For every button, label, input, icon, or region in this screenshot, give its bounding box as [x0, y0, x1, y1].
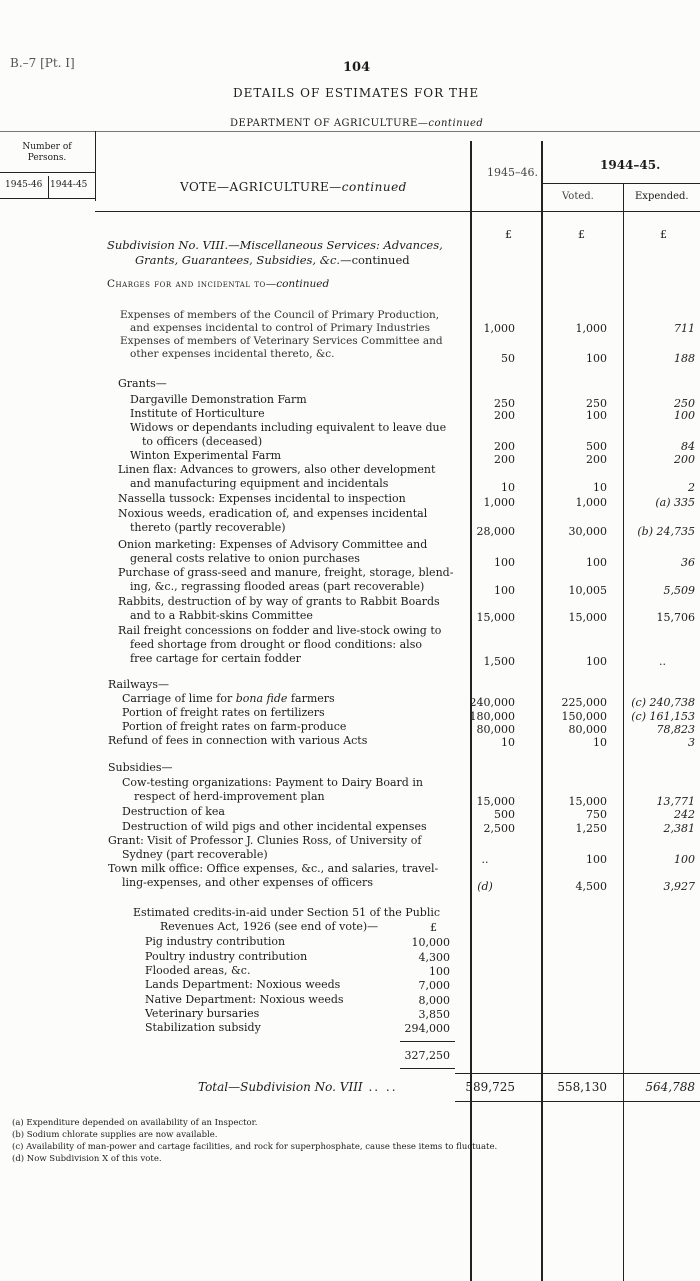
subsidy-item-cont: ling-expenses, and other expenses of officers [122, 876, 373, 889]
persons-year-1: 1945-46 [5, 180, 43, 190]
grant-2-1945: 200 [494, 440, 515, 453]
railway-2-1945: 80,000 [476, 723, 515, 736]
grant-item-cont: and manufacturing equipment and incidentals [130, 477, 389, 490]
expense-2-line2: other expenses incidental thereto, &c. [130, 348, 335, 360]
grant-item: Purchase of grass-seed and manure, freight, storage, blend- [118, 566, 454, 579]
credit-6-value: 294,000 [404, 1022, 450, 1035]
voted-header: Voted. [562, 191, 594, 202]
grant-5-voted: 1,000 [575, 496, 607, 509]
subsidy-item: Destruction of kea [122, 805, 225, 818]
total-1945: 589,725 [465, 1080, 515, 1094]
credit-item: Poultry industry contribution [145, 950, 308, 963]
grant-item: Rail freight concessions on fodder and live-stock owing to [118, 624, 442, 637]
expense-1-voted: 1,000 [575, 322, 607, 335]
railway-0-1945: 240,000 [469, 696, 515, 709]
expense-2-expended: 188 [674, 352, 695, 365]
footnote-d: (d) Now Subdivision X of this vote. [12, 1154, 162, 1164]
subsidy-2-voted: 1,250 [575, 822, 607, 835]
credits-heading: Estimated credits-in-aid under Section 51 of the Public [133, 906, 441, 919]
subsidy-item-cont: Sydney (part recoverable) [122, 848, 268, 861]
credit-item: Native Department: Noxious weeds [145, 993, 344, 1006]
grant-item-cont: ing, &c., regrassing flooded areas (part recoverable) [130, 580, 425, 593]
expended-header: Expended. [635, 191, 689, 202]
grant-4-1945: 10 [501, 481, 515, 494]
footnote-b: (b) Sodium chlorate supplies are now available. [12, 1130, 218, 1140]
subsidy-0-expended: 13,771 [656, 795, 695, 808]
grant-item: Institute of Horticulture [130, 407, 265, 420]
persons-year-2: 1944-45 [50, 180, 88, 190]
expense-1-1945: 1,000 [483, 322, 515, 335]
page-ref: B.–7 [Pt. I] [10, 56, 75, 70]
railway-item: Refund of fees in connection with various Acts [108, 734, 368, 747]
grant-0-expended: 250 [674, 397, 695, 410]
charges-heading: Charges for and incidental to—continued [107, 278, 330, 290]
grant-1-1945: 200 [494, 409, 515, 422]
grant-9-expended: 15,706 [656, 611, 695, 624]
subsidy-2-1945: 2,500 [483, 822, 515, 835]
railway-2-expended: 78,823 [656, 723, 695, 736]
credit-item: Flooded areas, &c. [145, 964, 251, 977]
railways-heading: Railways— [108, 678, 169, 691]
subsidy-4-voted: 4,500 [575, 880, 607, 893]
vote-heading: VOTE—AGRICULTURE—continued [180, 180, 407, 194]
total-voted: 558,130 [557, 1080, 607, 1094]
grant-9-voted: 15,000 [568, 611, 607, 624]
railway-3-1945: 10 [501, 736, 515, 749]
subsidy-item: Grant: Visit of Professor J. Clunies Ross, of University of [108, 834, 422, 847]
pound-col1: £ [505, 228, 512, 241]
grant-5-1945: 1,000 [483, 496, 515, 509]
credits-total: 327,250 [404, 1049, 450, 1062]
grant-8-voted: 10,005 [568, 584, 607, 597]
credit-5-value: 3,850 [418, 1008, 450, 1021]
grant-7-voted: 100 [586, 556, 607, 569]
railway-3-voted: 10 [593, 736, 607, 749]
expense-1-expended: 711 [674, 322, 695, 335]
railway-item: Portion of freight rates on fertilizers [122, 706, 325, 719]
expense-2-1945: 50 [501, 352, 515, 365]
grant-0-1945: 250 [494, 397, 515, 410]
subdivision-title: Subdivision No. VIII.—Miscellaneous Services: Advances, [107, 238, 443, 252]
railway-2-voted: 80,000 [568, 723, 607, 736]
subsidy-3-1945: .. [481, 853, 489, 866]
subsidy-0-1945: 15,000 [476, 795, 515, 808]
subsidy-1-voted: 750 [586, 808, 607, 821]
grant-6-1945: 28,000 [476, 525, 515, 538]
subsidy-item: Cow-testing organizations: Payment to Dairy Board in [122, 776, 423, 789]
grant-5-expended: (a) 335 [655, 496, 695, 509]
credit-3-value: 7,000 [418, 979, 450, 992]
subsidy-4-expended: 3,927 [663, 880, 695, 893]
grant-item: Onion marketing: Expenses of Advisory Committee and [118, 538, 428, 551]
grant-7-expended: 36 [681, 556, 695, 569]
grant-3-expended: 200 [674, 453, 695, 466]
grant-item-cont: thereto (partly recoverable) [130, 521, 286, 534]
grant-item: Linen flax: Advances to growers, also other development [118, 463, 436, 476]
railway-1-expended: (c) 161,153 [631, 710, 695, 723]
grant-1-expended: 100 [674, 409, 695, 422]
grant-6-voted: 30,000 [568, 525, 607, 538]
year-1945-header: 1945–46. [487, 166, 538, 179]
subsidy-item-cont: respect of herd-improvement plan [134, 790, 325, 803]
expense-1-line2: and expenses incidental to control of Primary Industries [130, 322, 431, 334]
railway-item: Portion of freight rates on farm-produce [122, 720, 347, 733]
page-title: DETAILS OF ESTIMATES FOR THE [233, 86, 480, 100]
credit-2-value: 100 [429, 965, 450, 978]
persons-header: Number of Persons. [22, 142, 72, 163]
grant-9-1945: 15,000 [476, 611, 515, 624]
subdivision-title-2: Grants, Guarantees, Subsidies, &c.—continued [135, 253, 410, 267]
grant-item-cont: to officers (deceased) [142, 435, 263, 448]
credit-item: Pig industry contribution [145, 935, 286, 948]
grant-1-voted: 100 [586, 409, 607, 422]
expense-2-voted: 100 [586, 352, 607, 365]
subsidy-1-1945: 500 [494, 808, 515, 821]
pound-col3: £ [660, 228, 667, 241]
footnote-c: (c) Availability of man-power and cartage facilities, and rock for superphosphate, cause these items to fluctuate. [12, 1142, 498, 1152]
year-1944-header: 1944–45. [600, 158, 661, 172]
credits-pound: £ [430, 921, 437, 934]
credit-item: Veterinary bursaries [145, 1007, 260, 1020]
grant-4-voted: 10 [593, 481, 607, 494]
grant-item: Widows or dependants including equivalent to leave due [130, 421, 447, 434]
page-number: 104 [343, 60, 371, 75]
total-label: Total—Subdivision No. VIII .. .. [198, 1080, 398, 1094]
subsidies-heading: Subsidies— [108, 761, 173, 774]
grant-3-voted: 200 [586, 453, 607, 466]
total-expended: 564,788 [645, 1080, 695, 1094]
railway-item: Carriage of lime for bona fide farmers [122, 692, 335, 705]
footnote-a: (a) Expenditure depended on availability of an Inspector. [12, 1118, 258, 1128]
subsidy-4-1945: (d) [477, 880, 493, 893]
grant-2-expended: 84 [681, 440, 695, 453]
grant-3-1945: 200 [494, 453, 515, 466]
grant-8-expended: 5,509 [663, 584, 695, 597]
subsidy-2-expended: 2,381 [663, 822, 695, 835]
grant-item-cont: free cartage for certain fodder [130, 652, 301, 665]
grant-0-voted: 250 [586, 397, 607, 410]
grants-heading: Grants— [118, 377, 167, 390]
credit-item: Lands Department: Noxious weeds [145, 978, 341, 991]
grant-7-1945: 100 [494, 556, 515, 569]
grant-2-voted: 500 [586, 440, 607, 453]
credit-item: Stabilization subsidy [145, 1021, 261, 1034]
grant-10-voted: 100 [586, 655, 607, 668]
pound-col2: £ [578, 228, 585, 241]
railway-0-voted: 225,000 [561, 696, 607, 709]
grant-item: Nassella tussock: Expenses incidental to inspection [118, 492, 406, 505]
railway-0-expended: (c) 240,738 [631, 696, 695, 709]
railway-1-voted: 150,000 [561, 710, 607, 723]
grant-10-1945: 1,500 [483, 655, 515, 668]
credit-0-value: 10,000 [411, 936, 450, 949]
grant-item: Noxious weeds, eradication of, and expenses incidental [118, 507, 428, 520]
credit-1-value: 4,300 [418, 951, 450, 964]
grant-item-cont: general costs relative to onion purchases [130, 552, 360, 565]
subsidy-item: Destruction of wild pigs and other incidental expenses [122, 820, 427, 833]
subsidy-item: Town milk office: Office expenses, &c., and salaries, travel- [108, 862, 439, 875]
credit-4-value: 8,000 [418, 994, 450, 1007]
grant-10-expended: .. [659, 655, 666, 668]
grant-item: Dargaville Demonstration Farm [130, 393, 307, 406]
subsidy-0-voted: 15,000 [568, 795, 607, 808]
subsidy-3-expended: 100 [674, 853, 695, 866]
expense-1-line1: Expenses of members of the Council of Primary Production, [120, 309, 440, 321]
grant-4-expended: 2 [688, 481, 695, 494]
grant-item: Rabbits, destruction of by way of grants to Rabbit Boards [118, 595, 440, 608]
department-heading: DEPARTMENT OF AGRICULTURE—continued [230, 118, 484, 129]
subsidy-3-voted: 100 [586, 853, 607, 866]
grant-6-expended: (b) 24,735 [637, 525, 695, 538]
grant-8-1945: 100 [494, 584, 515, 597]
railway-3-expended: 3 [688, 736, 695, 749]
expense-2-line1: Expenses of members of Veterinary Services Committee and [120, 335, 443, 347]
grant-item-cont: and to a Rabbit-skins Committee [130, 609, 313, 622]
grant-item: Winton Experimental Farm [130, 449, 282, 462]
grant-item-cont: feed shortage from drought or flood conditions: also [130, 638, 422, 651]
railway-1-1945: 180,000 [469, 710, 515, 723]
credits-heading-2: Revenues Act, 1926 (see end of vote)— [160, 920, 379, 933]
subsidy-1-expended: 242 [674, 808, 695, 821]
